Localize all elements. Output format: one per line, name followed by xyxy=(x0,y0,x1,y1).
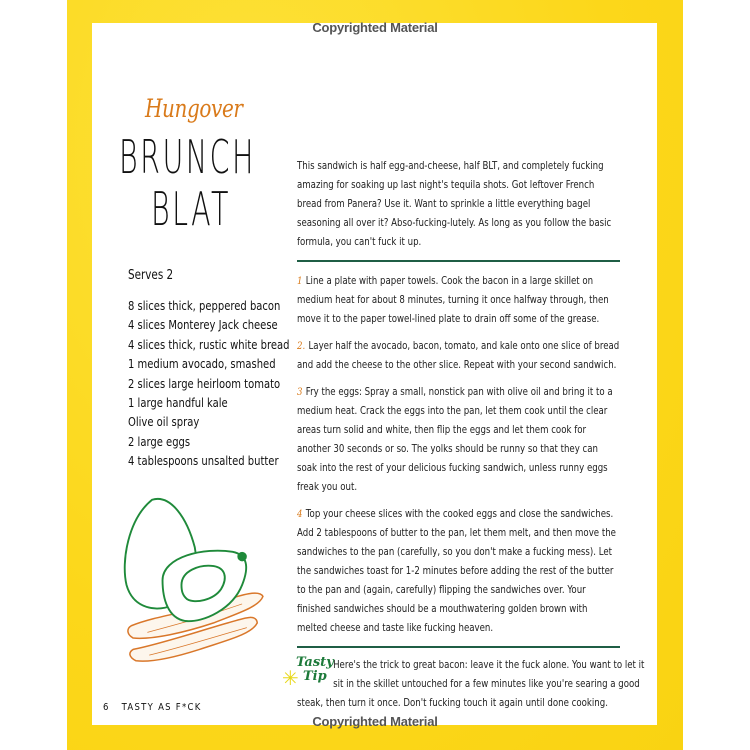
recipe-step-2 xyxy=(297,337,620,375)
recipe-intro xyxy=(297,157,620,252)
page-footer xyxy=(103,702,202,713)
recipe-title-line1: BRUNCH xyxy=(119,130,256,184)
avocado-bacon-illustration xyxy=(100,485,280,685)
step-text: Fry the eggs: Spray a small, nonstick pan with olive oil and bring it to a medium heat. Crack the eggs into the pan, let them cook until the clear areas turn solid and white, then flip the eggs and let them cook for another 30 seconds or so. The yolks should be runny so that they can soak into the rest of your delicious fucking sandwich, unless runny eggs freak you out. xyxy=(297,386,613,493)
step-number: 2. xyxy=(297,340,306,352)
intro-text: This sandwich is half egg-and-cheese, half BLT, and completely fucking amazing for soaking up last night's tequila shots. Got leftover French bread from Panera? Use it. Want to sprinkle a little everything bagel seasoning all over it? Abso-fucking-lutely. As long as you follow the basic formula, you can't fuck it up. xyxy=(297,160,612,248)
ingredient-list xyxy=(128,296,304,471)
step-text: Layer half the avocado, bacon, tomato, and kale onto one slice of bread and add the cheese to the other slice. Repeat with your second sandwich. xyxy=(297,340,620,371)
avocado-icon xyxy=(125,499,246,621)
tip-label-line2: Tip xyxy=(303,669,327,684)
ingredient-item: 1 medium avocado, smashed xyxy=(128,356,276,372)
step-number: 4 xyxy=(297,508,303,520)
ingredient-item: 4 slices thick, rustic white bread xyxy=(128,336,290,352)
step-number: 3 xyxy=(297,386,303,398)
page-number: 6 xyxy=(103,702,110,713)
ingredient-item: 2 slices large heirloom tomato xyxy=(128,375,281,391)
serves-label: Serves 2 xyxy=(128,268,174,283)
tasty-tip xyxy=(282,655,645,713)
ingredient-item: 4 tablespoons unsalted butter xyxy=(128,453,279,469)
watermark-top: Copyrighted Material xyxy=(312,20,438,35)
recipe-subtitle: Hungover xyxy=(145,94,243,123)
ingredient-item: 4 slices Monterey Jack cheese xyxy=(128,317,278,333)
step-number: 1 xyxy=(297,275,303,287)
tip-label-line1: Tasty xyxy=(296,655,334,670)
ingredient-item: 1 large handful kale xyxy=(128,395,228,411)
recipe-step-3 xyxy=(297,383,620,497)
sparkle-icon: ✳ xyxy=(282,666,299,690)
book-title: TASTY AS F*CK xyxy=(121,702,202,713)
tip-line: Here's the trick to great bacon: leave it the fuck alone. You want to let it xyxy=(333,659,645,671)
divider-line xyxy=(297,260,620,262)
recipe-step-4 xyxy=(297,505,620,638)
recipe-title-line2: BLAT xyxy=(151,182,231,236)
tip-text xyxy=(297,656,645,713)
tip-line: steak, then turn it once. Don't fucking touch it again until done cooking. xyxy=(297,697,608,709)
method-column xyxy=(282,157,645,713)
tip-line: sit in the skillet untouched for a few minutes like you're searing a good xyxy=(333,678,640,690)
recipe-step-1 xyxy=(297,272,620,329)
ingredient-item: Olive oil spray xyxy=(128,414,200,430)
watermark-bottom: Copyrighted Material xyxy=(312,714,438,729)
divider-line xyxy=(297,646,620,648)
ingredient-item: 8 slices thick, peppered bacon xyxy=(128,298,281,313)
step-text: Line a plate with paper towels. Cook the bacon in a large skillet on medium heat for about 8 minutes, turning it once halfway through, then move it to the paper towel-lined plate to drain off some of the grease. xyxy=(297,275,609,325)
ingredient-item: 2 large eggs xyxy=(128,433,191,449)
step-text: Top your cheese slices with the cooked eggs and close the sandwiches. Add 2 tablespoons of butter to the pan, let them melt, and then move the sandwiches to the pan (carefully, so you don't make a fucking mess). Let the sandwiches toast for 1-2 minutes before adding the rest of the butter to the pan and (again, carefully) flipping the sandwiches over. Your finished sandwiches should be a mouthwatering golden brown with melted cheese and taste like fucking heaven. xyxy=(297,508,616,634)
